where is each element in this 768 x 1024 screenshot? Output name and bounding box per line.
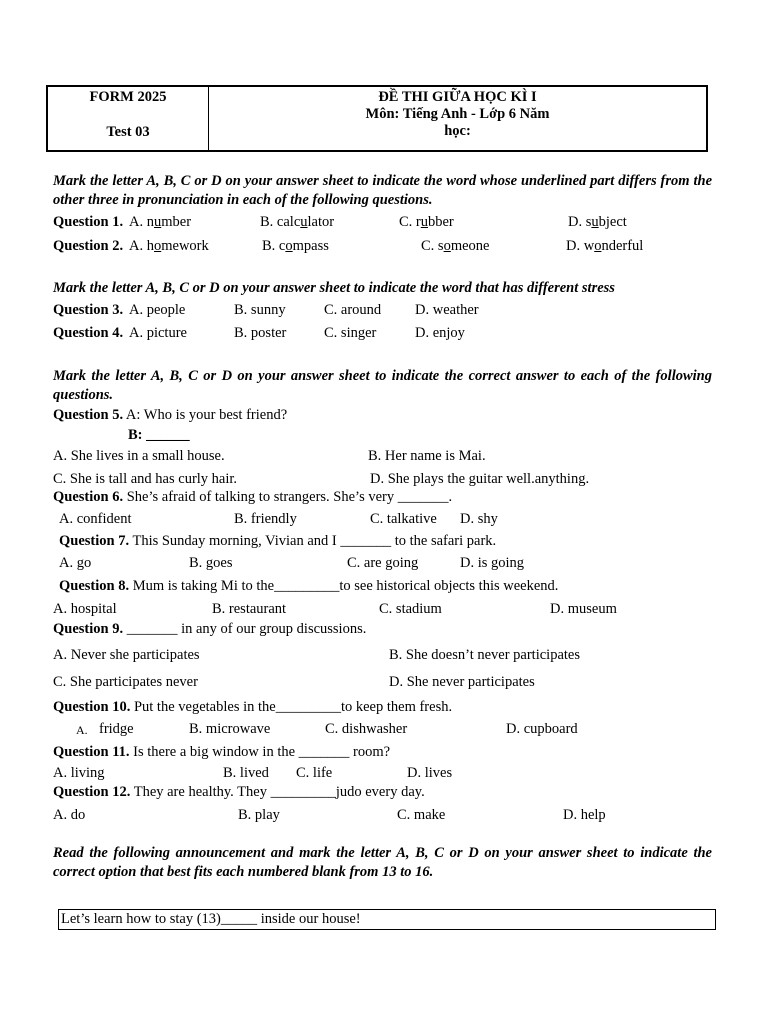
question-label: Question 4. <box>53 325 124 341</box>
stress-instruction: Mark the letter A, B, C or D on your answer sheet to indicate the word that has different stress <box>53 280 615 296</box>
option-d: D. lives <box>407 765 453 781</box>
option-d: D. wonderful <box>566 238 644 254</box>
passage-line: Let’s learn how to stay (13)_____ inside our house! <box>61 911 361 927</box>
option-b: B. She doesn’t never participates <box>389 647 580 663</box>
option-a: A. She lives in a small house. <box>53 448 225 464</box>
question-stem: Question 9. _______ in any of our group discussions. <box>53 621 367 637</box>
question-label: Question 1. <box>53 214 124 230</box>
option-a-letter: A. <box>76 723 88 737</box>
passage-box <box>58 909 716 930</box>
option-d: D. subject <box>568 214 627 230</box>
option-a: A. number <box>129 214 192 230</box>
option-b: B. compass <box>262 238 329 254</box>
option-c: C. talkative <box>370 511 437 527</box>
question-stem: Question 12. They are healthy. They _________judo every day. <box>53 784 425 800</box>
option-d: D. help <box>563 807 606 823</box>
option-a: A. people <box>129 302 186 318</box>
option-c: C. around <box>324 302 382 318</box>
option-b: B. microwave <box>189 721 271 737</box>
test-label: Test 03 <box>106 124 150 140</box>
option-a: A. go <box>59 555 92 571</box>
option-a: A. confident <box>59 511 132 527</box>
option-d: D. cupboard <box>506 721 578 737</box>
question-stem: Question 11. Is there a big window in the _______ room? <box>53 744 391 760</box>
question-label: Question 3. <box>53 302 124 318</box>
question-stem: Question 6. She’s afraid of talking to strangers. She’s very _______. <box>53 489 453 505</box>
option-b: B. restaurant <box>212 601 287 617</box>
option-c: C. She is tall and has curly hair. <box>53 471 238 487</box>
option-d: D. She plays the guitar well.anything. <box>370 471 590 487</box>
question-stem: Question 7. This Sunday morning, Vivian and I _______ to the safari park. <box>59 533 497 549</box>
option-c: C. She participates never <box>53 674 198 690</box>
option-b: B. play <box>238 807 280 823</box>
question-label: Question 2. <box>53 238 124 254</box>
exam-title: ĐỀ THI GIỮA HỌC KÌ I <box>378 89 537 105</box>
option-a: A. do <box>53 807 86 823</box>
question-stem: Question 10. Put the vegetables in the_________to keep them fresh. <box>53 699 453 715</box>
option-a: A. homework <box>129 238 209 254</box>
question-stem: Question 8. Mum is taking Mi to the_________to see historical objects this weekend. <box>59 578 559 594</box>
option-c: C. someone <box>421 238 490 254</box>
option-b: B. lived <box>223 765 269 781</box>
exam-year: học: <box>444 123 471 139</box>
option-b: B. Her name is Mai. <box>368 448 486 464</box>
option-d: D. museum <box>550 601 617 617</box>
mcq-instruction: Mark the letter A, B, C or D on your answer sheet to indicate the correct answer to each of the following questions. <box>53 368 712 403</box>
form-label: FORM 2025 <box>89 89 167 105</box>
option-b: B. goes <box>189 555 233 571</box>
reading-instruction: Read the following announcement and mark the letter A, B, C or D on your answer sheet to indicate the correct option that best fits each numbered blank from 13 to 16. <box>53 845 712 880</box>
option-a: fridge <box>99 721 134 737</box>
option-a: A. hospital <box>53 601 117 617</box>
option-c: C. rubber <box>399 214 454 230</box>
question-stem: Question 5. A: Who is your best friend? <box>53 407 288 423</box>
option-b: B. poster <box>234 325 287 341</box>
option-c: C. are going <box>347 555 419 571</box>
exam-subject: Môn: Tiếng Anh - Lớp 6 Năm <box>365 106 550 122</box>
pronunciation-instruction: Mark the letter A, B, C or D on your answer sheet to indicate the word whose underlined part differs from the other three in pronunciation in each of the following questions. <box>53 173 712 208</box>
header-table <box>46 85 708 152</box>
option-d: D. She never participates <box>389 674 535 690</box>
option-d: D. enjoy <box>415 325 465 341</box>
option-c: C. dishwasher <box>325 721 408 737</box>
option-c: C. life <box>296 765 333 781</box>
option-d: D. is going <box>460 555 525 571</box>
option-d: D. weather <box>415 302 479 318</box>
option-c: C. stadium <box>379 601 442 617</box>
option-c: C. make <box>397 807 446 823</box>
option-a: A. picture <box>129 325 187 341</box>
option-d: D. shy <box>460 511 498 527</box>
option-a: A. Never she participates <box>53 647 200 663</box>
dialogue-b-line: B: ______ <box>128 427 190 443</box>
option-c: C. singer <box>324 325 377 341</box>
option-b: B. sunny <box>234 302 286 318</box>
option-a: A. living <box>53 765 105 781</box>
option-b: B. friendly <box>234 511 297 527</box>
option-b: B. calculator <box>260 214 335 230</box>
